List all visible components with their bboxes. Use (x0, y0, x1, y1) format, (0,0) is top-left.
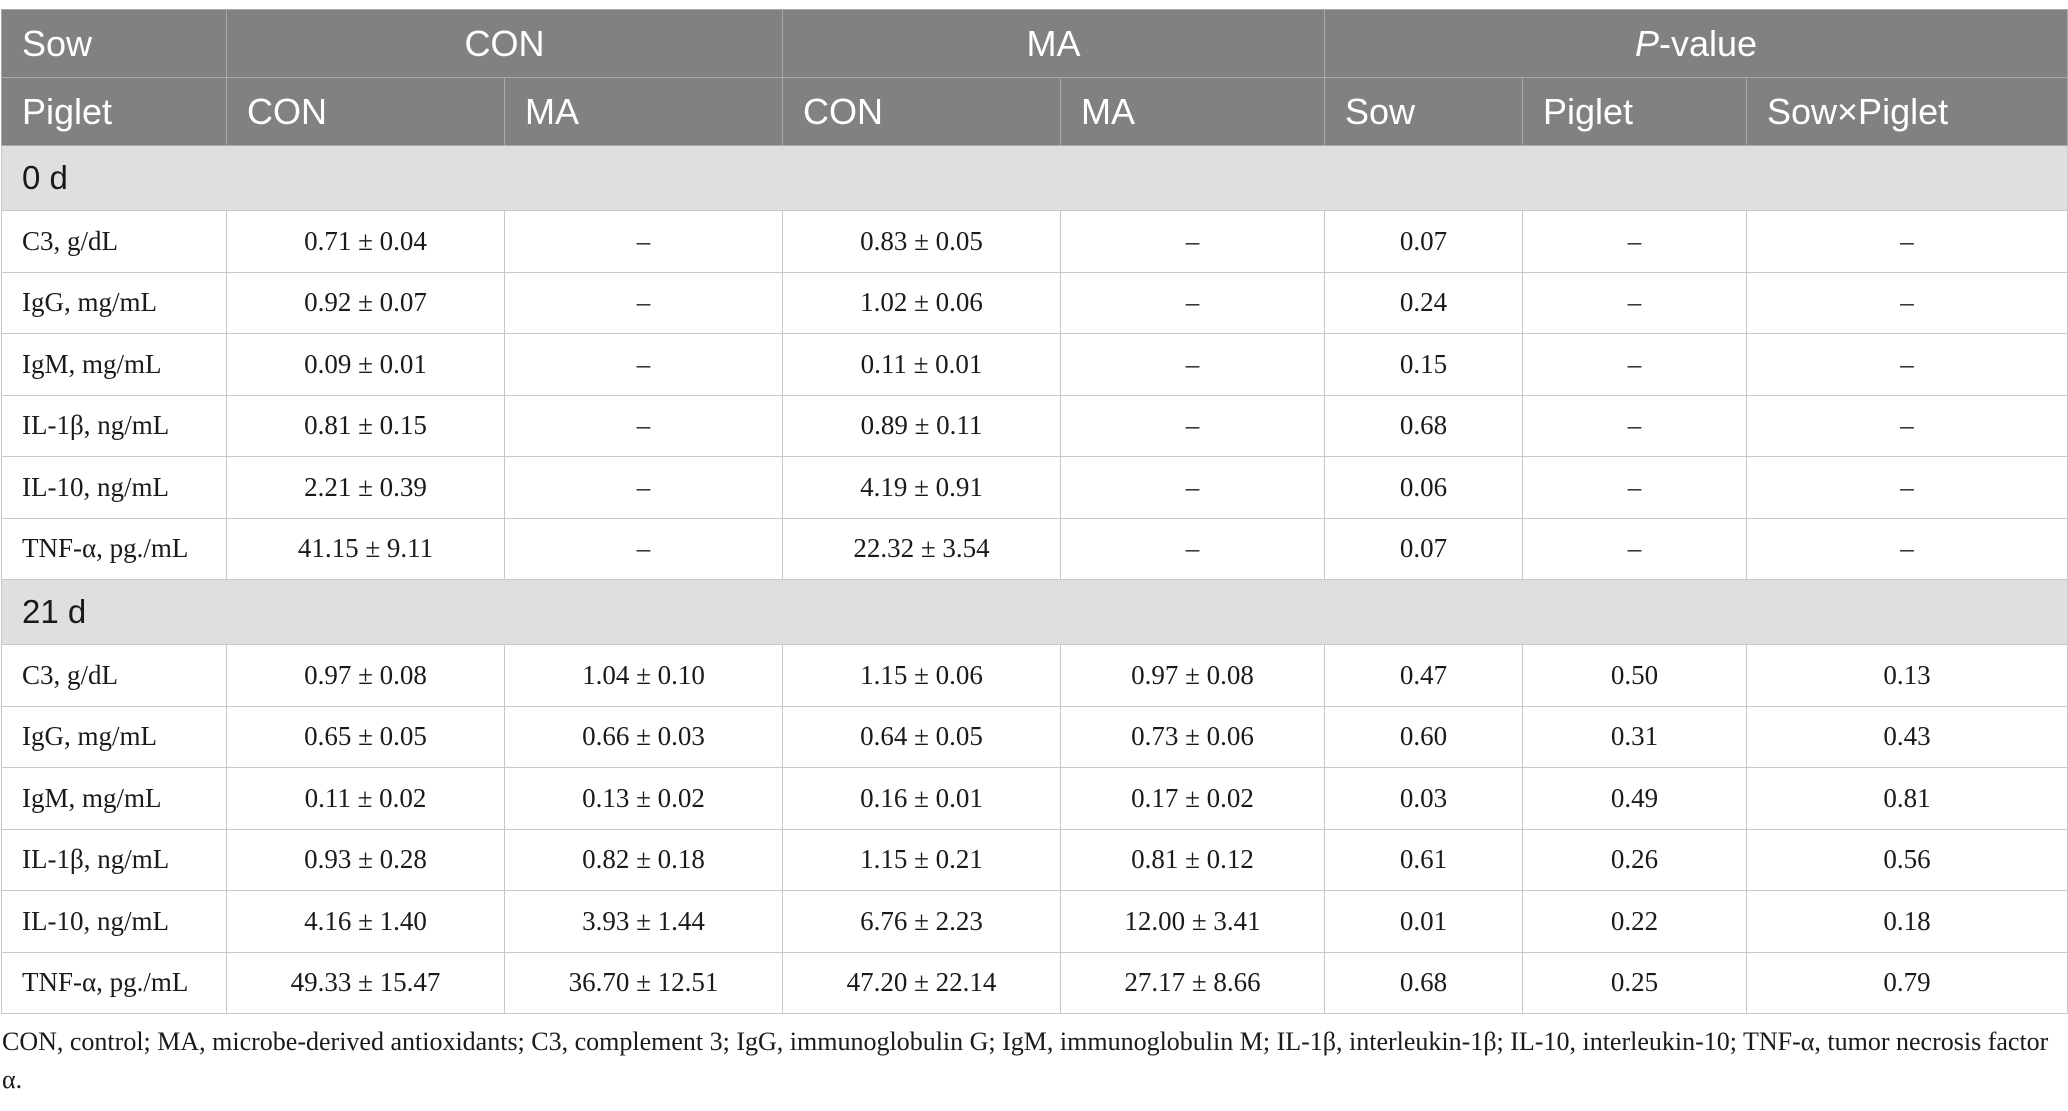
table-cell: 22.32 ± 3.54 (783, 518, 1061, 580)
header-row-piglet (2, 78, 2068, 146)
table-cell: – (1747, 334, 2068, 396)
row-label: IL-10, ng/mL (2, 891, 227, 953)
table-cell: 41.15 ± 9.11 (227, 518, 505, 580)
section-row (2, 146, 2068, 211)
header-p-value (1325, 10, 2068, 78)
header-p-piglet: Piglet (1523, 78, 1747, 146)
table-cell: 0.11 ± 0.02 (227, 768, 505, 830)
table-row (2, 457, 2068, 519)
section-title: 0 d (2, 146, 2068, 211)
table-cell: 0.89 ± 0.11 (783, 395, 1061, 457)
table-cell: 1.15 ± 0.21 (783, 829, 1061, 891)
row-label: C3, g/dL (2, 645, 227, 707)
table-row (2, 334, 2068, 396)
table-cell: – (505, 211, 783, 273)
table-cell: – (1061, 334, 1325, 396)
table-row (2, 645, 2068, 707)
table-cell: 0.49 (1523, 768, 1747, 830)
row-label: TNF-α, pg./mL (2, 518, 227, 580)
table-row (2, 768, 2068, 830)
table-cell: 0.09 ± 0.01 (227, 334, 505, 396)
row-label: IgM, mg/mL (2, 768, 227, 830)
table-cell: 0.65 ± 0.05 (227, 706, 505, 768)
table-cell: 0.64 ± 0.05 (783, 706, 1061, 768)
table-cell: – (1747, 272, 2068, 334)
table-cell: – (505, 457, 783, 519)
table-cell: 0.66 ± 0.03 (505, 706, 783, 768)
table-cell: 0.07 (1325, 211, 1523, 273)
table-cell: 0.03 (1325, 768, 1523, 830)
table-cell: – (1061, 457, 1325, 519)
table-cell: 0.68 (1325, 395, 1523, 457)
table-cell: 12.00 ± 3.41 (1061, 891, 1325, 953)
header-con-con: CON (227, 78, 505, 146)
header-sow-ma: MA (783, 10, 1325, 78)
table-cell: 0.25 (1523, 952, 1747, 1014)
table-cell: 47.20 ± 22.14 (783, 952, 1061, 1014)
table-cell: – (1747, 395, 2068, 457)
table-footnote: CON, control; MA, microbe-derived antioxidants; C3, complement 3; IgG, immunoglobulin G; IgM, immunoglobulin M; IL-1β, interleukin-1β; IL-10, interleukin-10; TNF-α, tumor necrosis factor α. (2, 1027, 2049, 1094)
table-cell: – (505, 518, 783, 580)
header-p-sow: Sow (1325, 78, 1523, 146)
header-piglet: Piglet (2, 78, 227, 146)
row-label: IgM, mg/mL (2, 334, 227, 396)
table-cell: 0.83 ± 0.05 (783, 211, 1061, 273)
table-cell: – (1523, 211, 1747, 273)
table-cell: 0.01 (1325, 891, 1523, 953)
table-cell: – (1061, 272, 1325, 334)
table-cell: 0.17 ± 0.02 (1061, 768, 1325, 830)
table-cell: 2.21 ± 0.39 (227, 457, 505, 519)
table-cell: 0.22 (1523, 891, 1747, 953)
table-cell: 36.70 ± 12.51 (505, 952, 783, 1014)
section-row (2, 580, 2068, 645)
table-cell: 1.02 ± 0.06 (783, 272, 1061, 334)
table-cell: 0.16 ± 0.01 (783, 768, 1061, 830)
row-label: C3, g/dL (2, 211, 227, 273)
table-cell: – (505, 334, 783, 396)
table-cell: 0.26 (1523, 829, 1747, 891)
table-cell: 0.79 (1747, 952, 2068, 1014)
row-label: IL-1β, ng/mL (2, 829, 227, 891)
table-row (2, 829, 2068, 891)
table-cell: 3.93 ± 1.44 (505, 891, 783, 953)
table-cell: 27.17 ± 8.66 (1061, 952, 1325, 1014)
table-cell: – (1061, 518, 1325, 580)
table-row (2, 891, 2068, 953)
row-label: IL-1β, ng/mL (2, 395, 227, 457)
table-cell: 4.16 ± 1.40 (227, 891, 505, 953)
header-sow: Sow (2, 10, 227, 78)
table-cell: – (1523, 518, 1747, 580)
header-ma-con: CON (783, 78, 1061, 146)
table-cell: 0.81 ± 0.15 (227, 395, 505, 457)
table-cell: 0.31 (1523, 706, 1747, 768)
table-cell: 0.82 ± 0.18 (505, 829, 783, 891)
row-label: IgG, mg/mL (2, 706, 227, 768)
table-cell: 49.33 ± 15.47 (227, 952, 505, 1014)
table-cell: 0.13 ± 0.02 (505, 768, 783, 830)
header-sow-con: CON (227, 10, 783, 78)
row-label: IL-10, ng/mL (2, 457, 227, 519)
header-con-ma: MA (505, 78, 783, 146)
table-cell: 0.81 (1747, 768, 2068, 830)
table-cell: 0.93 ± 0.28 (227, 829, 505, 891)
table-cell: – (1061, 211, 1325, 273)
table-cell: – (505, 272, 783, 334)
table-cell: 6.76 ± 2.23 (783, 891, 1061, 953)
table-cell: – (1061, 395, 1325, 457)
table-cell: 1.04 ± 0.10 (505, 645, 783, 707)
table-cell: 0.06 (1325, 457, 1523, 519)
table-cell: – (1523, 334, 1747, 396)
table-cell: – (1747, 211, 2068, 273)
table-cell: 0.61 (1325, 829, 1523, 891)
table-cell: – (1523, 457, 1747, 519)
table-body (2, 146, 2068, 1014)
table-cell: – (505, 395, 783, 457)
table-row (2, 272, 2068, 334)
table-cell: 0.18 (1747, 891, 2068, 953)
table-cell: 0.56 (1747, 829, 2068, 891)
table-cell: 1.15 ± 0.06 (783, 645, 1061, 707)
table-cell: 0.50 (1523, 645, 1747, 707)
table-row (2, 706, 2068, 768)
table-cell: – (1523, 272, 1747, 334)
table-cell: 0.68 (1325, 952, 1523, 1014)
section-title: 21 d (2, 580, 2068, 645)
table-cell: 0.60 (1325, 706, 1523, 768)
header-ma-ma: MA (1061, 78, 1325, 146)
table-cell: – (1747, 457, 2068, 519)
table-cell: 0.13 (1747, 645, 2068, 707)
table-cell: 0.07 (1325, 518, 1523, 580)
table-row (2, 211, 2068, 273)
table-cell: 0.47 (1325, 645, 1523, 707)
row-label: IgG, mg/mL (2, 272, 227, 334)
p-letter: P (1634, 22, 1659, 64)
table-cell: 0.11 ± 0.01 (783, 334, 1061, 396)
table-cell: 4.19 ± 0.91 (783, 457, 1061, 519)
row-label: TNF-α, pg./mL (2, 952, 227, 1014)
table-cell: 0.97 ± 0.08 (227, 645, 505, 707)
table-cell: 0.73 ± 0.06 (1061, 706, 1325, 768)
table-cell: 0.43 (1747, 706, 2068, 768)
header-p-interaction: Sow×Piglet (1747, 78, 2068, 146)
table-row (2, 518, 2068, 580)
table-cell: 0.15 (1325, 334, 1523, 396)
table-cell: 0.92 ± 0.07 (227, 272, 505, 334)
header-row-sow (2, 10, 2068, 78)
table-cell: 0.24 (1325, 272, 1523, 334)
table-cell: 0.71 ± 0.04 (227, 211, 505, 273)
table-row (2, 395, 2068, 457)
table-cell: 0.97 ± 0.08 (1061, 645, 1325, 707)
table-cell: 0.81 ± 0.12 (1061, 829, 1325, 891)
table-row (2, 952, 2068, 1014)
p-value-suffix: -value (1658, 22, 1758, 64)
table-cell: – (1747, 518, 2068, 580)
data-table (1, 9, 2068, 1014)
table-cell: – (1523, 395, 1747, 457)
